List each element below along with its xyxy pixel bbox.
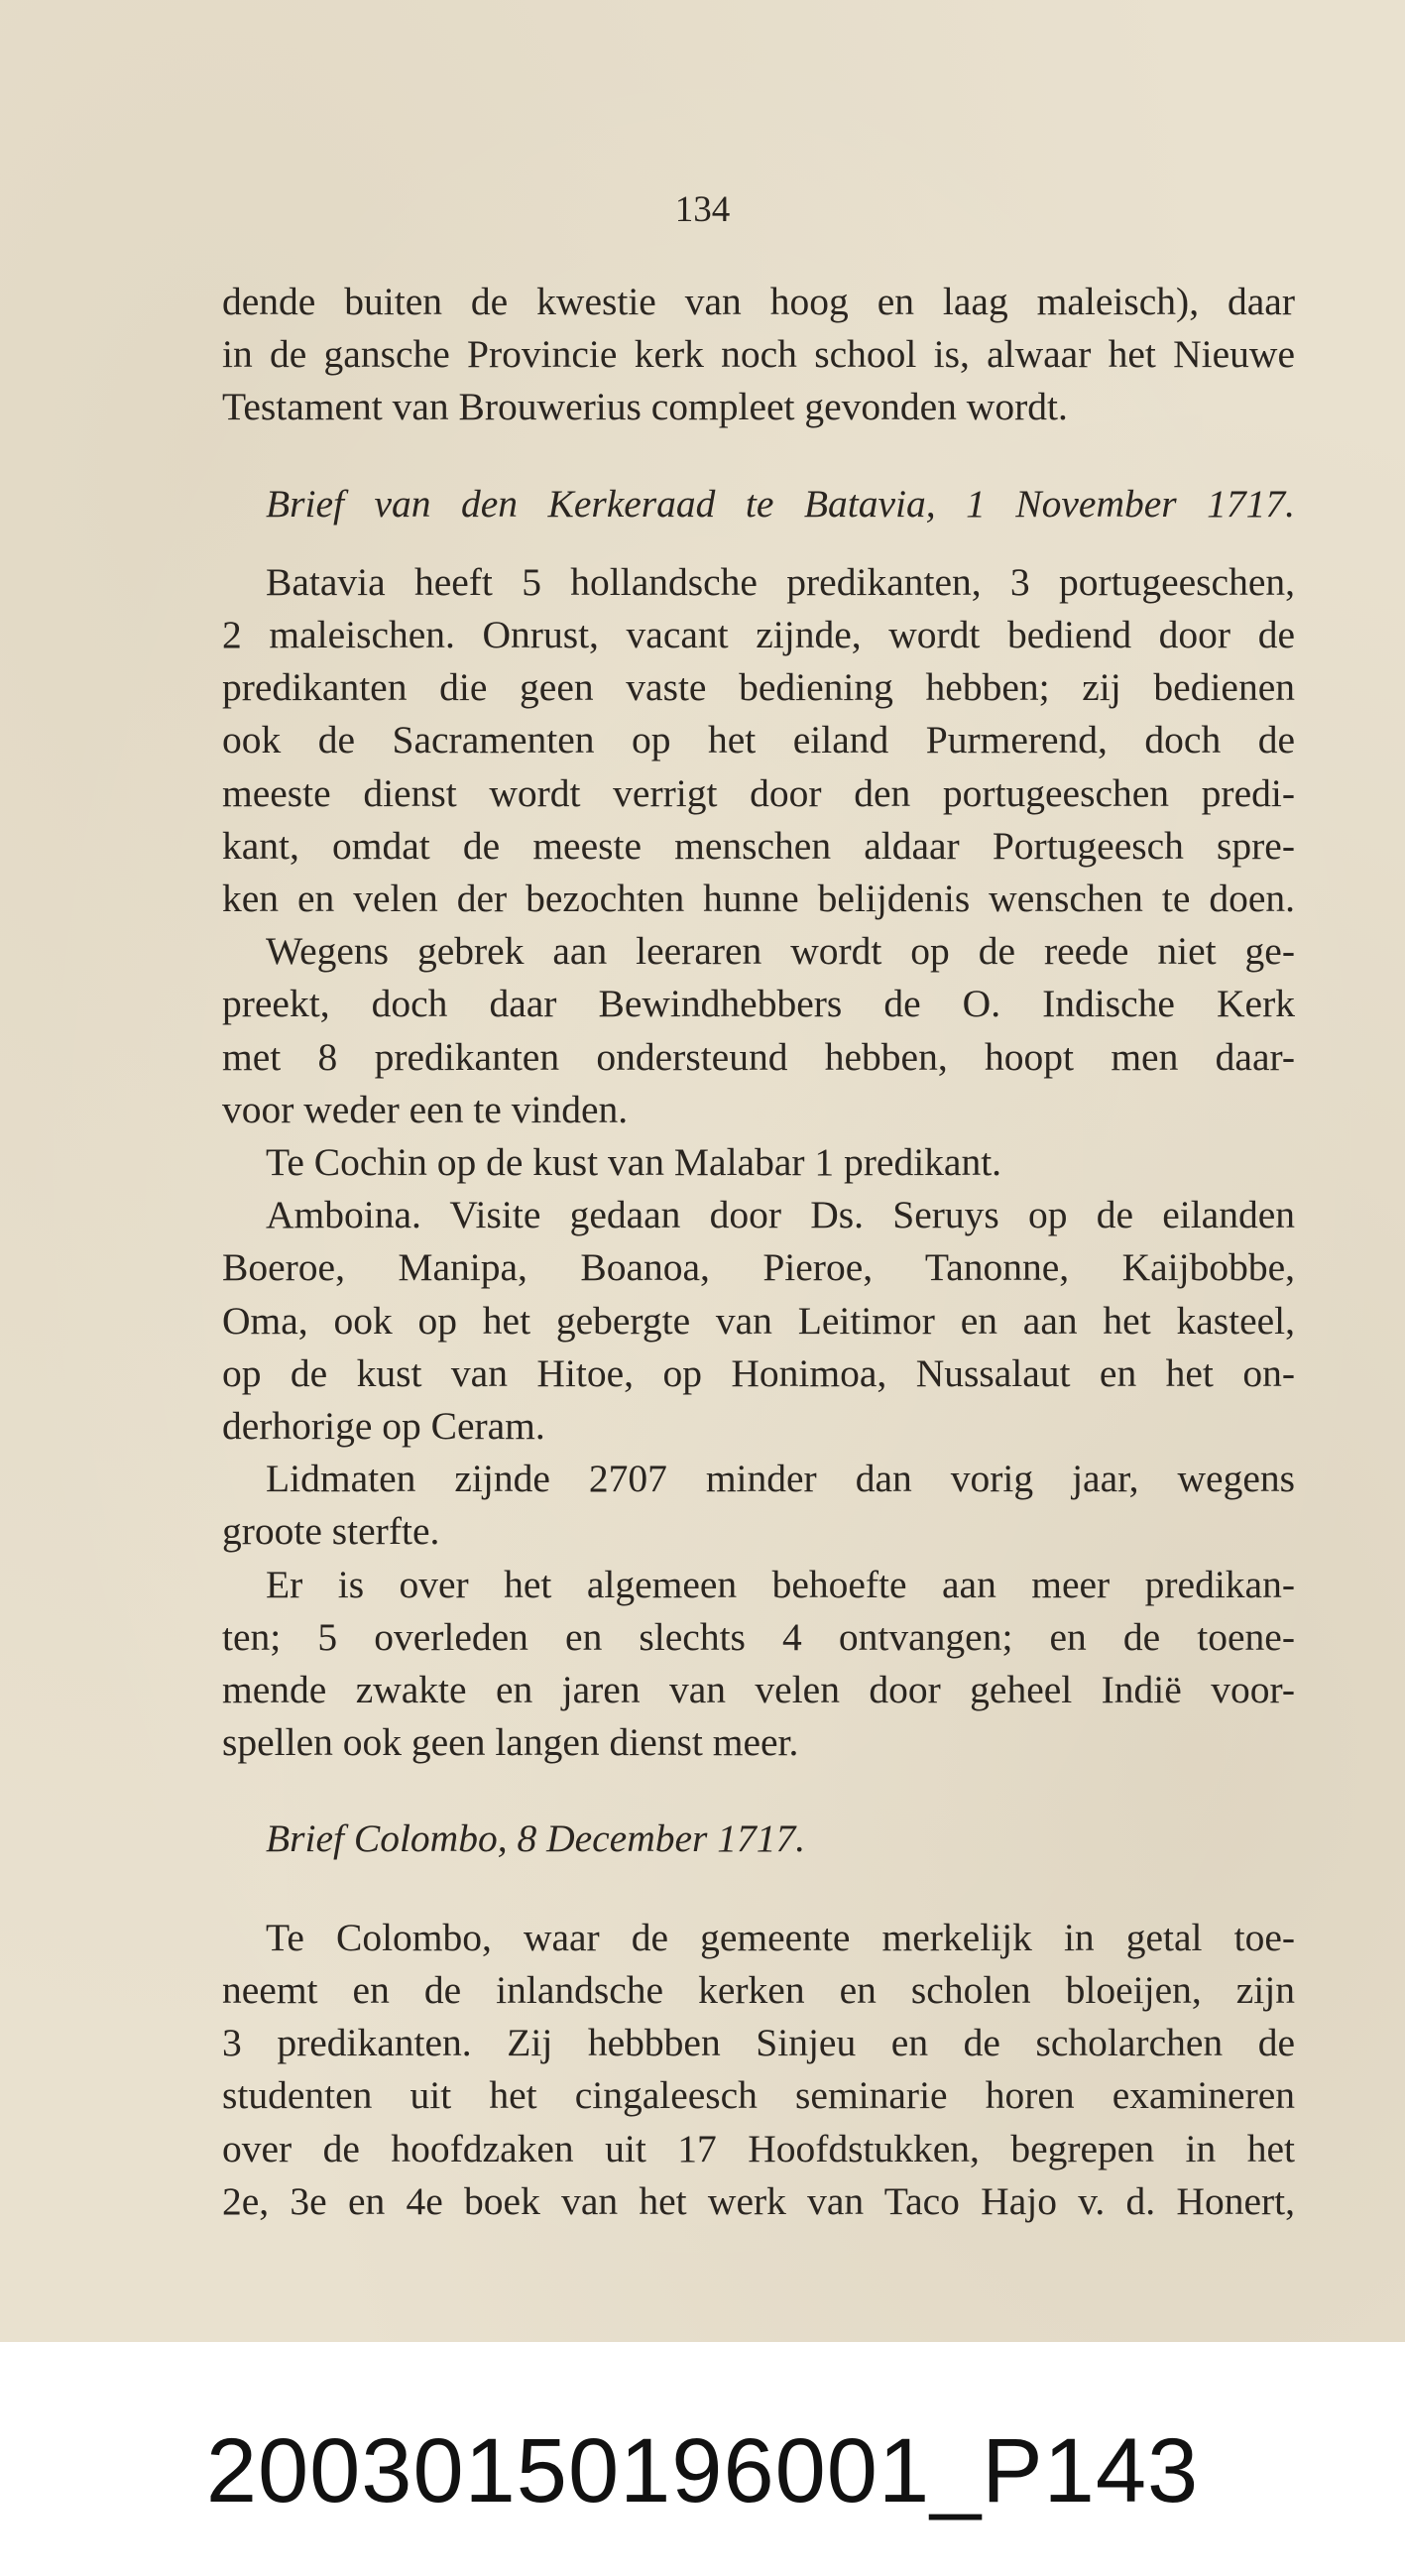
text-line: preekt, doch daar Bewindhebbers de O. Indische Kerk (222, 982, 1295, 1026)
text-line: neemt en de inlandsche kerken en scholen bloeijen, zijn (222, 1967, 1295, 2012)
text-line: ken en velen der bezochten hunne belijdenis wenschen te doen. (222, 877, 1295, 921)
text-line: 2e, 3e en 4e boek van het werk van Taco Hajo v. d. Honert, (222, 2178, 1295, 2223)
text-line: 2 maleischen. Onrust, vacant zijnde, wordt bediend door de (222, 613, 1295, 657)
spacer (222, 1769, 1295, 1813)
section-heading: Brief Colombo, 8 December 1717. (266, 1816, 806, 1861)
text-line: Te Colombo, waar de gemeente merkelijk in getal toe- (266, 1915, 1295, 1959)
text-line: Oma, ook op het gebergte van Leitimor en aan het kasteel, (222, 1298, 1295, 1343)
scan-id-label: 20030150196001_P143 (205, 2420, 1200, 2521)
page-number: 134 (674, 189, 731, 230)
text-line: ten; 5 overleden en slechts 4 ontvangen; en de toene- (222, 1614, 1295, 1659)
text-line: Testament van Brouwerius compleet gevonden wordt. (222, 385, 1068, 429)
text-line: Boeroe, Manipa, Boanoa, Pieroe, Tanonne, Kaijbobbe, (222, 1245, 1295, 1290)
section-heading: Brief van den Kerkeraad te Batavia, 1 November 1717. (266, 481, 1295, 526)
text-line: predikanten die geen vaste bediening hebben; zij bedienen (222, 665, 1295, 710)
text-line: ook de Sacramenten op het eiland Purmerend, doch de (222, 718, 1295, 762)
text-line: Lidmaten zijnde 2707 minder dan vorig jaar, wegens (266, 1457, 1295, 1501)
text-line: Te Cochin op de kust van Malabar 1 predikant. (266, 1140, 1002, 1185)
text-line: groote sterfte. (222, 1509, 440, 1554)
text-line: spellen ook geen langen dienst meer. (222, 1720, 799, 1765)
text-line: 3 predikanten. Zij hebbben Sinjeu en de scholarchen de (222, 2021, 1295, 2065)
spacer (222, 530, 1295, 556)
text-line: Er is over het algemeen behoefte aan meer predikan- (266, 1562, 1295, 1606)
text-line: studenten uit het cingaleesch seminarie horen examineren (222, 2073, 1295, 2118)
text-line: Amboina. Visite gedaan door Ds. Seruys op de eilanden (266, 1193, 1295, 1237)
text-line: over de hoofdzaken uit 17 Hoofdstukken, begrepen in het (222, 2126, 1295, 2170)
text-line: op de kust van Hitoe, op Honimoa, Nussalaut en het on- (222, 1350, 1295, 1395)
text-line: met 8 predikanten ondersteund hebben, hoopt men daar- (222, 1034, 1295, 1079)
text-line: voor weder een te vinden. (222, 1087, 629, 1131)
text-line: kant, omdat de meeste menschen aldaar Portugeesch spre- (222, 823, 1295, 868)
text-line: Batavia heeft 5 hollandsche predikanten, 3 portugeeschen, (266, 559, 1295, 604)
spacer (222, 1866, 1295, 1912)
text-line: derhorige op Ceram. (222, 1404, 545, 1449)
text-line: Wegens gebrek aan leeraren wordt op de reede niet ge- (266, 929, 1295, 974)
body-text (222, 276, 1295, 2228)
spacer (222, 434, 1295, 478)
text-line: mende zwakte en jaren van velen door geheel Indië voor- (222, 1668, 1295, 1712)
text-line: in de gansche Provincie kerk noch school is, alwaar het Nieuwe (222, 332, 1295, 377)
text-line: meeste dienst wordt verrigt door den portugeeschen predi- (222, 770, 1295, 815)
text-line: dende buiten de kwestie van hoog en laag maleisch), daar (222, 280, 1295, 323)
